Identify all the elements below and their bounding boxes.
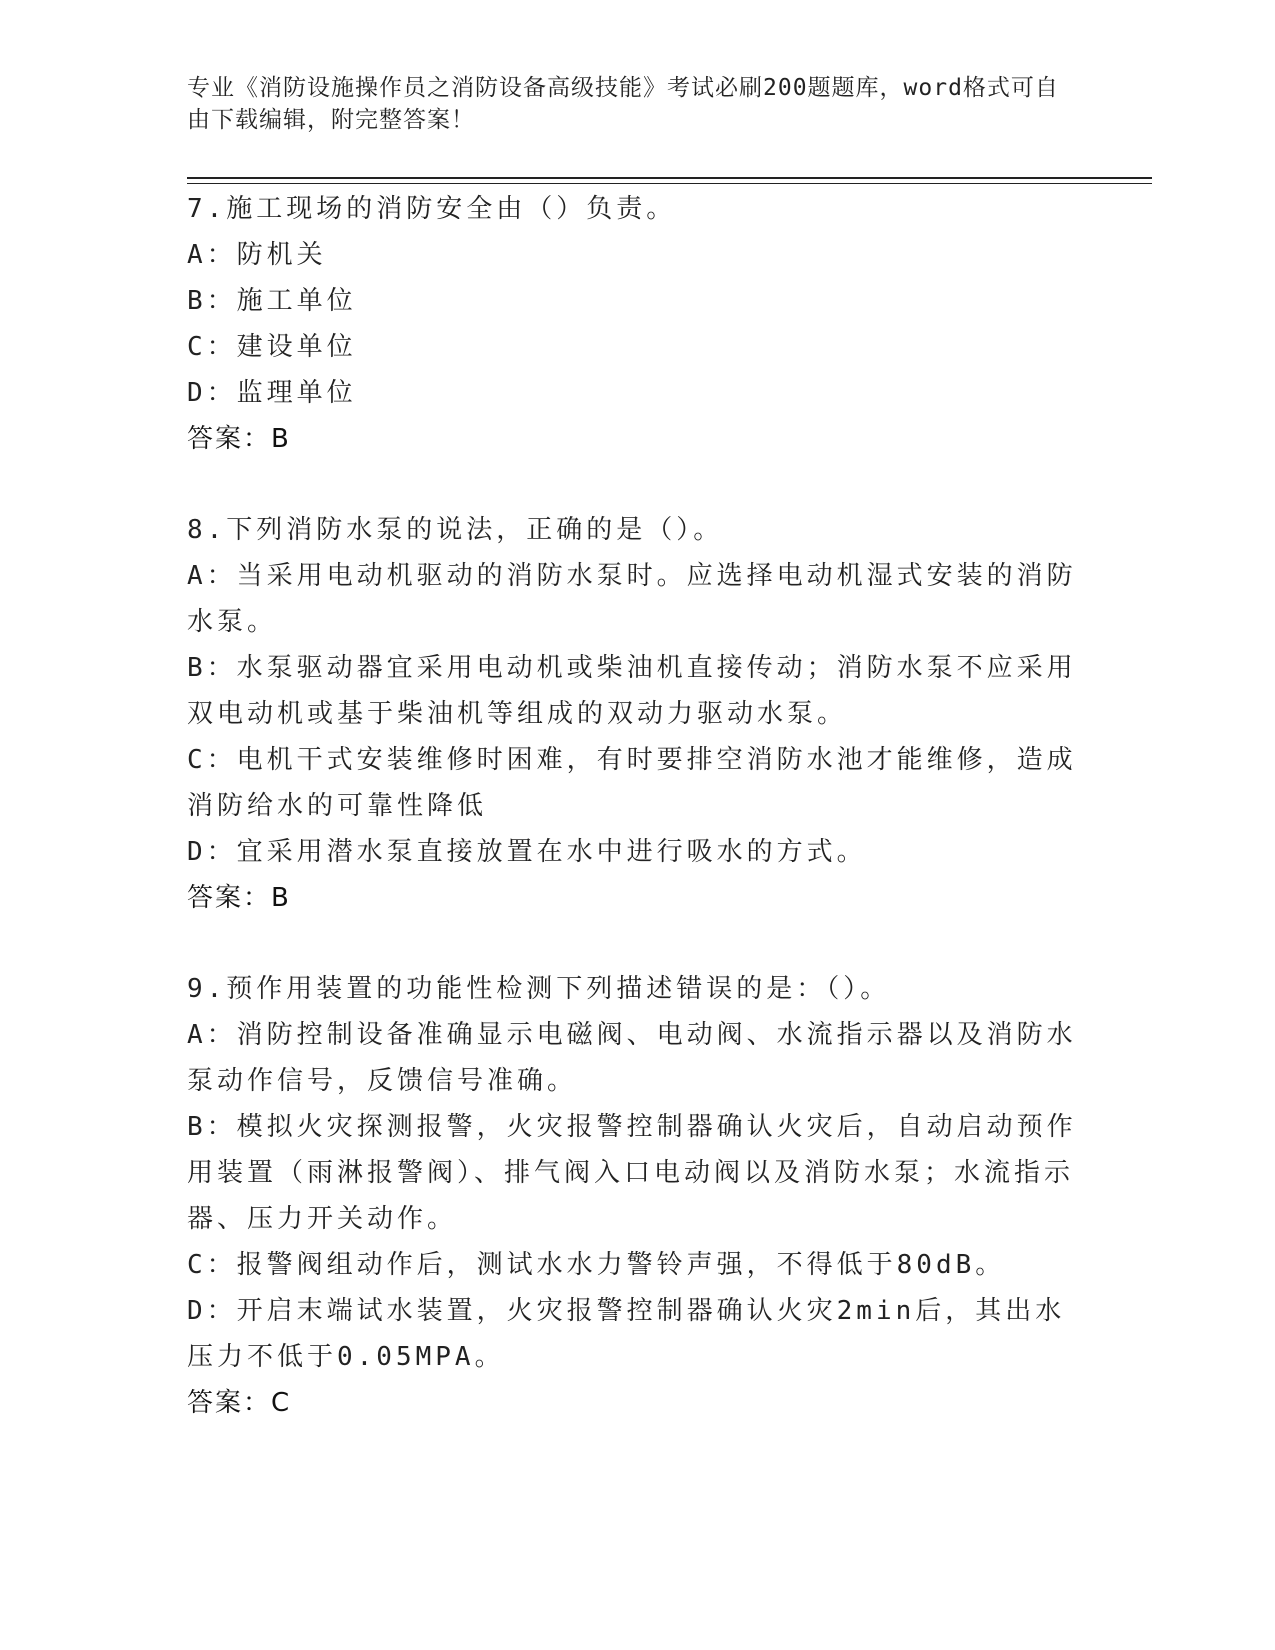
option-d: D：监理单位: [187, 378, 357, 408]
option-b: B：模拟火灾探测报警，火灾报警控制器确认火灾后，自动启动预作用装置（雨淋报警阀）、排气阀入口电动阀以及消防水泵；水流指示器、压力开关动作。: [187, 1112, 1077, 1234]
header-divider-thin: [187, 183, 1152, 184]
option-c: C：电机干式安装维修时困难，有时要排空消防水池才能维修，造成消防给水的可靠性降低: [187, 745, 1077, 821]
option-c: C：建设单位: [187, 332, 357, 362]
option-d: D：开启末端试水装置，火灾报警控制器确认火灾2min后，其出水压力不低于0.05MPA。: [187, 1296, 1066, 1372]
option-d: D：宜采用潜水泵直接放置在水中进行吸水的方式。: [187, 837, 867, 867]
question-7: [187, 186, 1087, 462]
question-list: [187, 186, 1087, 1471]
option-b: B：施工单位: [187, 286, 357, 316]
header-divider-thick: [187, 177, 1152, 179]
option-a: A：消防控制设备准确显示电磁阀、电动阀、水流指示器以及消防水泵动作信号，反馈信号准确。: [187, 1020, 1077, 1096]
option-b: B：水泵驱动器宜采用电动机或柴油机直接传动；消防水泵不应采用双电动机或基于柴油机等组成的双动力驱动水泵。: [187, 653, 1077, 729]
answer-line: 答案：B: [187, 883, 291, 913]
question-9: [187, 966, 1087, 1426]
question-8: [187, 507, 1087, 921]
option-a: A：当采用电动机驱动的消防水泵时。应选择电动机湿式安装的消防水泵。: [187, 561, 1077, 637]
answer-line: 答案：B: [187, 424, 291, 454]
question-stem: 8.下列消防水泵的说法，正确的是（）。: [187, 515, 724, 545]
option-c: C：报警阀组动作后，测试水水力警铃声强，不得低于80dB。: [187, 1250, 1006, 1280]
question-stem: 7.施工现场的消防安全由（）负责。: [187, 194, 677, 224]
document-header: 专业《消防设施操作员之消防设备高级技能》考试必刷200题题库，word格式可自由下载编辑，附完整答案！: [187, 75, 1059, 133]
option-a: A：防机关: [187, 240, 327, 270]
answer-line: 答案：C: [187, 1388, 292, 1418]
question-stem: 9.预作用装置的功能性检测下列描述错误的是：（）。: [187, 974, 891, 1004]
